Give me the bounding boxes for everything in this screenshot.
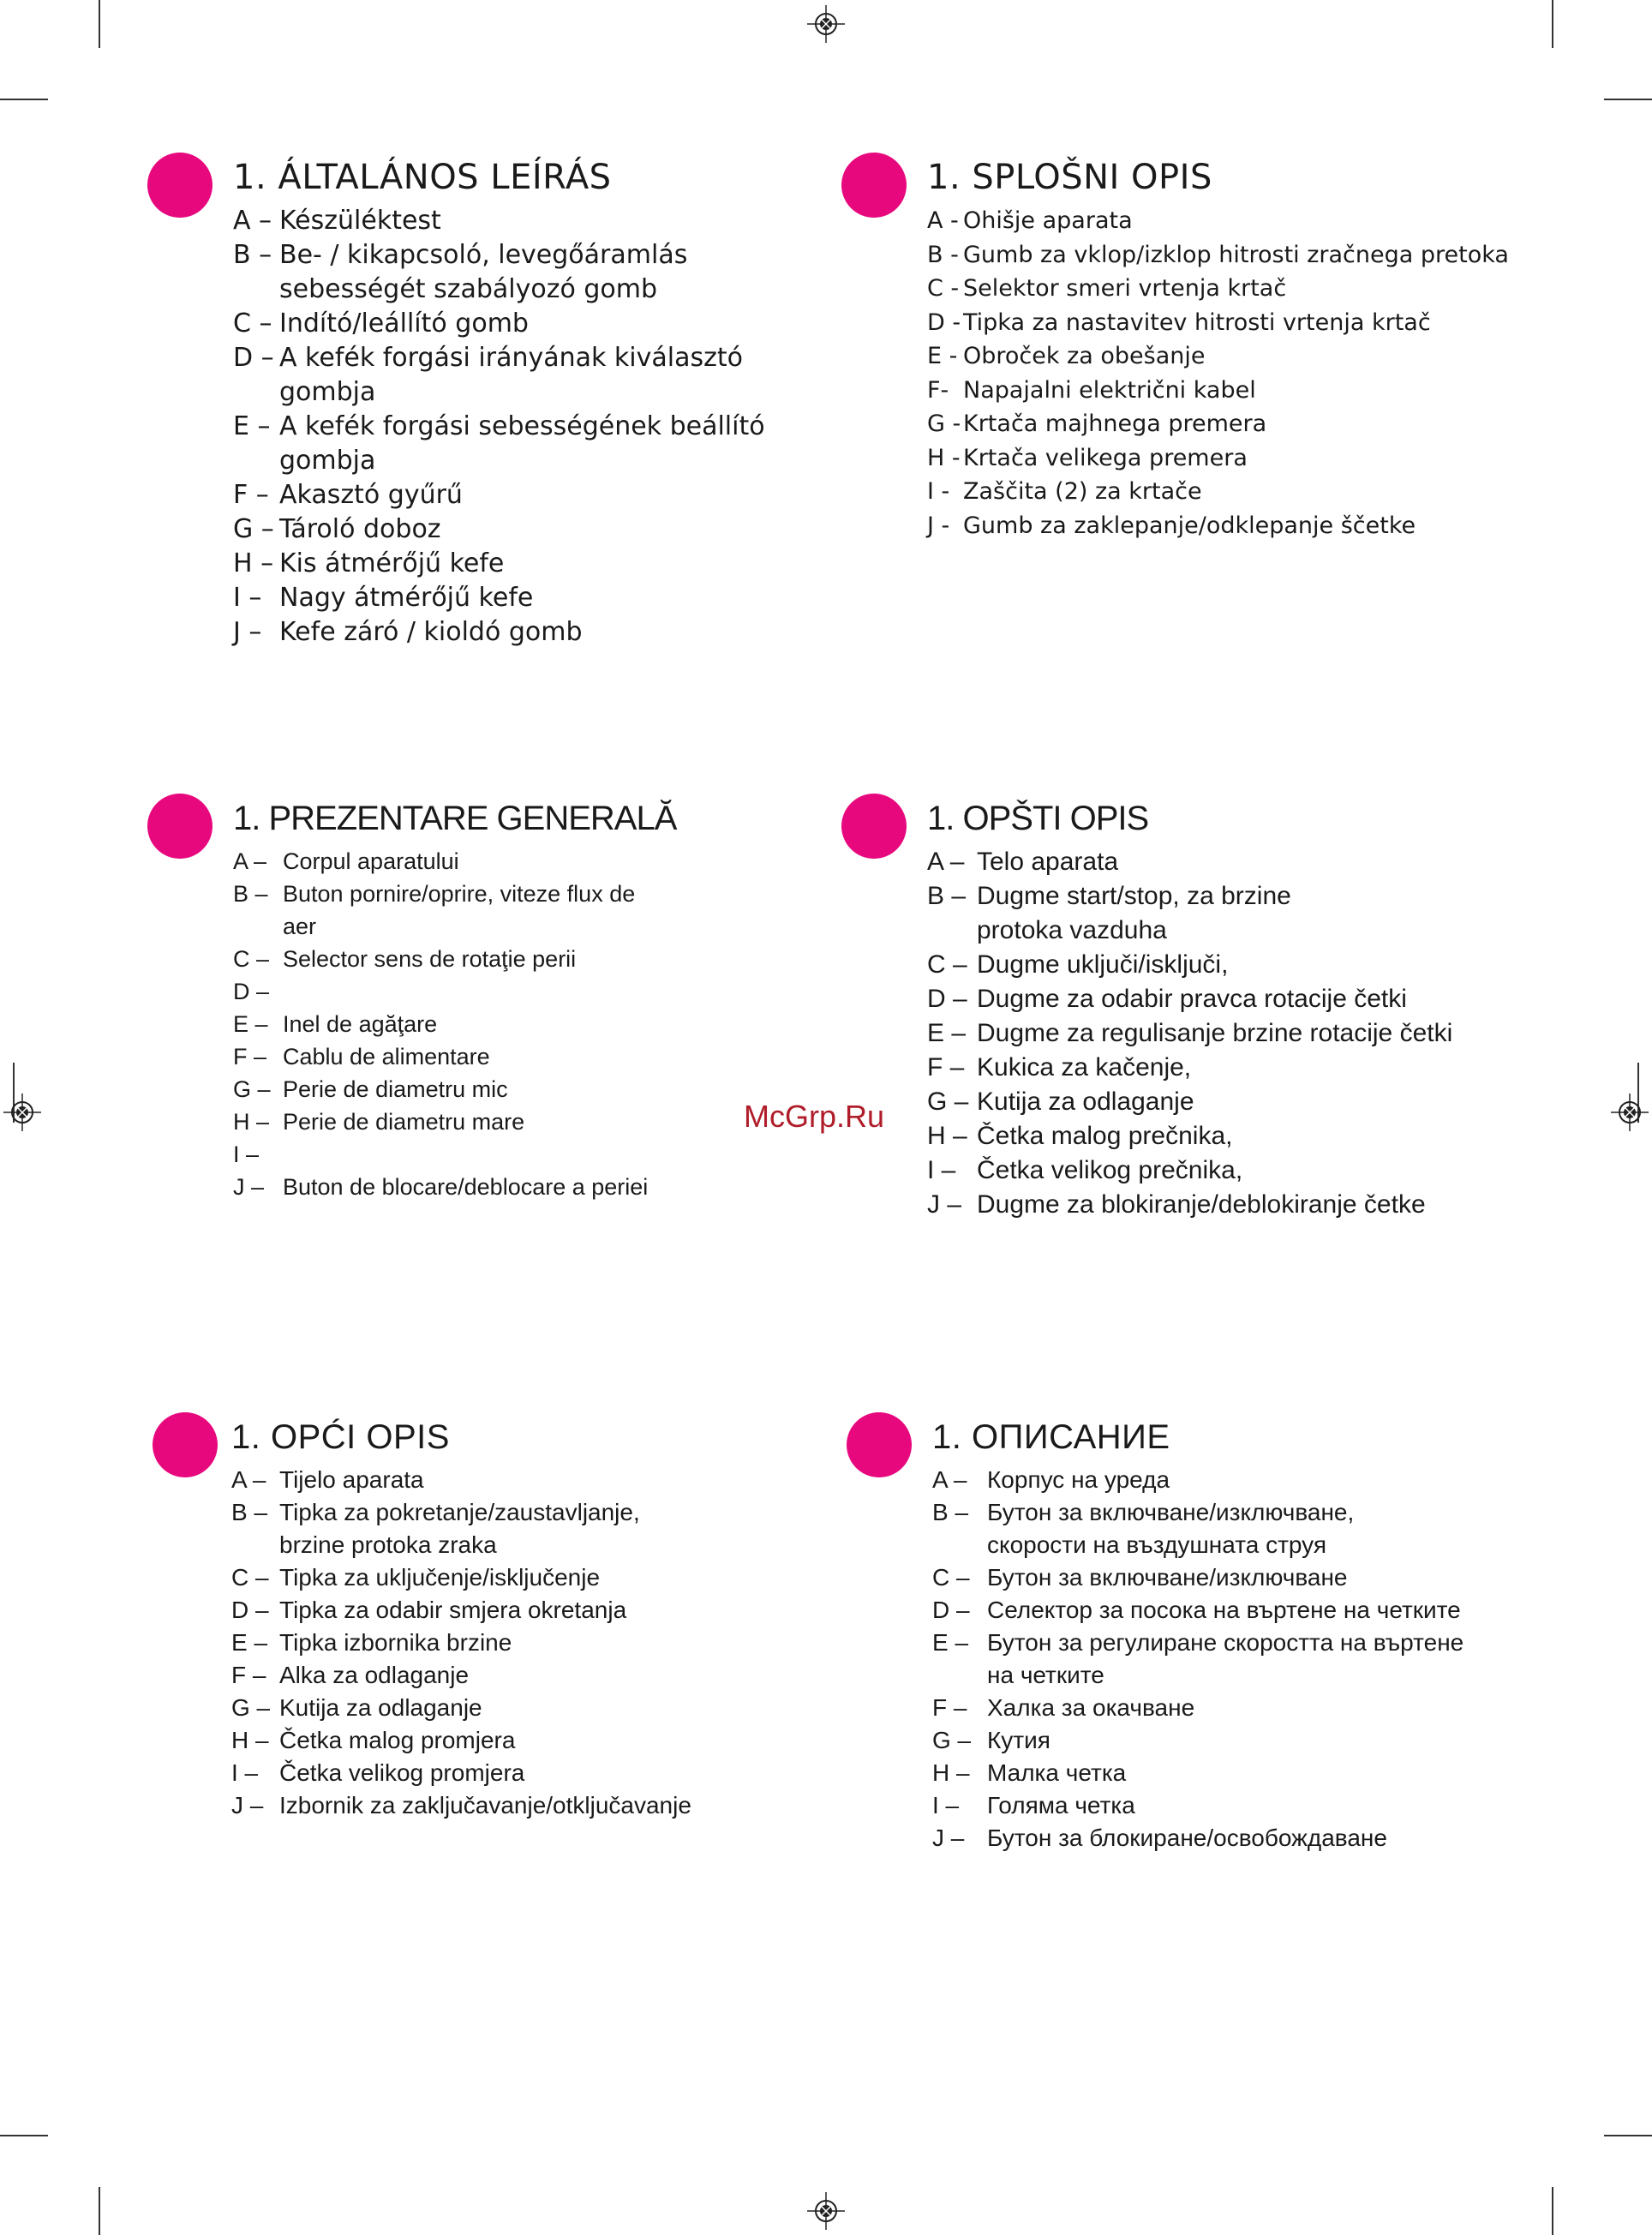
item-text: Dugme start/stop, za brzine protoka vazduha [977,882,1291,944]
item-text: Tipka za nastavitev hitrosti vrtenja krtač [963,309,1431,336]
item-letter: E – [231,1629,268,1656]
section-title: 1. PREZENTARE GENERALĂ [233,800,677,837]
item-letter: G – [932,1727,972,1753]
item-text: Халка за окачване [987,1694,1195,1721]
list-item [233,1171,661,1203]
crop-mark [1604,2135,1652,2136]
item-letter: J – [231,1792,264,1819]
item-letter: D – [927,985,967,1013]
list-item [233,615,799,650]
list-item [231,1464,780,1496]
item-letter: C – [932,1564,970,1591]
item-letter: F- [927,376,949,404]
section-bullet-icon [153,1412,218,1477]
item-text: Tipka za pokretanje/zaustavljanje, brzine protoka zraka [279,1499,640,1558]
item-letter: B – [231,1499,268,1525]
item-letter: F – [233,1044,267,1070]
item-letter: G - [927,410,961,437]
list-item [932,1789,1566,1822]
list-item [927,948,1561,982]
list-item [233,410,799,478]
list-item [927,204,1613,238]
list-item [231,1789,780,1822]
list-item [932,1757,1566,1789]
item-letter: E – [932,1629,969,1656]
item-letter: F – [932,1694,967,1721]
item-letter: J – [932,1825,965,1851]
item-text: Četka velikog prečnika, [977,1156,1243,1184]
parts-list [233,845,661,1203]
item-letter: D - [927,309,961,336]
item-letter: I – [233,1141,260,1167]
item-letter: H – [233,1109,270,1135]
item-text: Buton de blocare/deblocare a periei [283,1174,649,1200]
item-text: Krtača majhnega premera [963,410,1267,437]
item-text: Бутон за включване/изключване [987,1564,1348,1591]
item-text: Be- / kikapcsoló, levegőáramlás sebességét szabályozó gomb [279,240,688,304]
item-letter: D – [233,979,270,1004]
list-item [233,943,661,975]
item-text: Készüléktest [279,206,441,236]
watermark: McGrp.Ru [744,1099,885,1134]
item-letter: I - [927,478,950,505]
section-bullet-icon [147,794,212,859]
item-letter: E - [927,343,958,369]
item-letter: B – [927,882,967,910]
section-bullet-icon [841,794,907,859]
list-item [927,1188,1561,1222]
item-text: Telo aparata [977,848,1119,876]
section-title: 1. ÁLTALÁNOS LEÍRÁS [233,158,612,197]
list-item [932,1594,1566,1627]
section-bullet-icon [841,153,907,218]
list-item [231,1692,780,1724]
item-letter: J – [927,1190,962,1219]
list-item [927,1153,1561,1188]
list-item [932,1627,1566,1692]
item-letter: B – [233,881,268,907]
list-item [233,1008,661,1040]
item-text: Selector sens de rotaţie perii [283,946,577,972]
list-item [233,512,799,547]
list-item [233,478,799,512]
item-text: Alka za odlaganje [279,1662,470,1688]
section-romanian [233,797,677,1203]
registration-mark-icon [807,2192,845,2230]
list-item [233,204,799,238]
item-text: Kutija za odlaganje [279,1694,482,1721]
list-item [927,982,1561,1016]
item-letter: B – [233,240,272,270]
list-item [233,1106,661,1138]
item-letter: G – [233,514,274,544]
item-text: Četka malog promjera [279,1727,516,1753]
item-letter: A – [231,1466,266,1493]
item-letter: C – [233,946,270,972]
item-letter: J – [233,617,262,647]
item-letter: I – [927,1156,956,1184]
item-letter: E – [233,411,271,441]
item-letter: I – [231,1759,259,1786]
item-letter: F – [231,1662,266,1688]
item-letter: H – [927,1122,967,1150]
list-item [231,1594,780,1627]
item-text: Kutija za odlaganje [977,1088,1194,1116]
item-text: Бутон за включване/изключване, скорости на въздушната струя [987,1499,1355,1558]
list-item [927,238,1613,273]
list-item [233,307,799,341]
item-letter: G – [231,1694,271,1721]
list-item [233,1040,661,1073]
item-text: Cablu de alimentare [283,1044,490,1070]
item-text: Dugme uključi/isključi, [977,950,1229,979]
list-item [231,1724,780,1757]
section-bullet-icon [847,1412,912,1477]
item-text: Četka velikog promjera [279,1759,525,1786]
item-text: Selektor smeri vrtenja krtač [963,275,1287,302]
crop-mark [1552,0,1553,48]
parts-list [927,845,1561,1222]
item-text: Napajalni električni kabel [963,376,1256,404]
list-item [233,341,799,410]
item-text: Голяма четка [987,1792,1135,1819]
item-letter: H – [932,1759,970,1786]
section-title: 1. OPĆI OPIS [231,1418,450,1456]
crop-mark [0,99,48,100]
item-letter: C – [231,1564,269,1591]
list-item [233,1138,661,1171]
list-item [932,1692,1566,1724]
item-text: A kefék forgási sebességének beállító gombja [279,411,765,476]
list-item [927,374,1613,408]
item-text: Селектор за посока на въртене на четките [987,1597,1461,1623]
list-item [231,1496,780,1561]
item-text: Бутон за блокиране/освобождаване [987,1825,1387,1851]
item-text: Dugme za regulisanje brzine rotacije četki [977,1019,1453,1047]
item-letter: G – [233,1076,271,1102]
item-letter: A – [932,1466,967,1493]
item-text: Kefe záró / kioldó gomb [279,617,583,647]
list-item [233,845,661,878]
list-item [927,509,1613,543]
section-title: 1. OPŠTI OPIS [927,800,1149,837]
item-text: Tijelo aparata [279,1466,424,1493]
section-bulgarian [932,1416,1566,1855]
item-letter: A – [233,206,272,236]
item-letter: A – [233,848,267,874]
list-item [927,1051,1561,1085]
registration-mark-icon [1611,1094,1649,1131]
list-item [233,878,661,943]
list-item [927,879,1561,948]
item-letter: C - [927,275,960,302]
item-letter: I – [932,1792,960,1819]
registration-mark-icon [807,5,845,43]
list-item [927,407,1613,441]
item-text: Dugme za odabir pravca rotacije četki [977,985,1407,1013]
item-letter: H - [927,444,961,471]
item-letter: J - [927,512,950,539]
item-text: Gumb za zaklepanje/odklepanje ščetke [963,512,1416,539]
item-letter: B - [927,241,959,268]
list-item [927,1119,1561,1153]
section-croatian [231,1416,780,1822]
item-letter: H – [231,1727,269,1753]
list-item [233,581,799,615]
item-text: A kefék forgási irányának kiválasztó gombja [279,343,743,407]
item-letter: B – [932,1499,969,1525]
item-letter: J – [233,1174,265,1200]
list-item [932,1724,1566,1757]
item-text: Krtača velikega premera [963,444,1248,471]
section-bullet-icon [147,153,212,218]
item-text: Inel de agăţare [283,1011,438,1037]
item-text: Gumb za vklop/izklop hitrosti zračnega pretoka [963,241,1509,268]
item-text: Tipka izbornika brzine [279,1629,512,1656]
parts-list [932,1464,1566,1855]
section-serbian [927,797,1561,1222]
item-letter: E – [927,1019,967,1047]
crop-mark [99,0,100,48]
list-item [233,238,799,307]
item-letter: C – [927,950,967,979]
parts-list [231,1464,780,1822]
item-text: Кутия [987,1727,1050,1753]
item-letter: A – [927,848,965,876]
item-text: Buton pornire/oprire, viteze flux de aer [283,881,636,939]
item-text: Zaščita (2) za krtače [963,478,1202,505]
item-letter: C – [233,309,272,339]
section-slovenian [927,156,1613,542]
item-text: Nagy átmérőjű kefe [279,583,534,613]
item-text: Dugme za blokiranje/deblokiranje četke [977,1190,1426,1219]
list-item [927,272,1613,306]
item-text: Tipka za odabir smjera okretanja [279,1597,627,1623]
section-hungarian [233,156,799,650]
list-item [927,306,1613,340]
list-item [932,1496,1566,1561]
parts-list [927,204,1613,542]
parts-list [233,204,799,650]
item-letter: D – [231,1597,269,1623]
list-item [231,1659,780,1692]
item-text: Малка четка [987,1759,1127,1786]
list-item [233,547,799,581]
crop-mark [1552,2187,1553,2235]
item-text: Kis átmérőjű kefe [279,548,505,578]
item-text: Kukica za kačenje, [977,1053,1192,1082]
item-letter: D – [233,343,274,373]
item-text: Izbornik za zaključavanje/otključavanje [279,1792,691,1819]
item-text: Akasztó gyűrű [279,480,463,510]
list-item [927,1016,1561,1051]
list-item [231,1561,780,1594]
item-text: Ohišje aparata [963,207,1133,234]
item-letter: A - [927,207,959,234]
item-text: Tároló doboz [279,514,441,544]
item-letter: I – [233,583,262,613]
item-text: Perie de diametru mare [283,1109,525,1135]
item-text: Indító/leállító gomb [279,309,529,339]
item-text: Četka malog prečnika, [977,1122,1233,1150]
item-letter: G – [927,1088,969,1116]
item-text: Obroček za obešanje [963,343,1206,369]
list-item [927,441,1613,476]
item-text: Корпус на уреда [987,1466,1170,1493]
crop-mark [99,2187,100,2235]
item-text: Perie de diametru mic [283,1076,508,1102]
list-item [927,475,1613,509]
list-item [231,1757,780,1789]
list-item [927,339,1613,374]
item-letter: H – [233,548,274,578]
item-text: Tipka za uključenje/isključenje [279,1564,601,1591]
list-item [932,1464,1566,1496]
crop-mark [0,2135,48,2136]
registration-mark-icon [3,1094,41,1131]
list-item [932,1561,1566,1594]
list-item [927,1085,1561,1119]
item-text: Бутон за регулиране скоростта на въртене на четките [987,1629,1464,1688]
list-item [233,1073,661,1106]
section-title: 1. SPLOŠNI OPIS [927,158,1212,197]
list-item [231,1627,780,1659]
section-title: 1. ОПИСАНИЕ [932,1418,1170,1456]
item-letter: F – [927,1053,965,1082]
crop-mark [1604,99,1652,100]
item-text: Corpul aparatului [283,848,459,874]
list-item [233,975,661,1008]
item-letter: E – [233,1011,268,1037]
item-letter: F – [233,480,269,510]
list-item [932,1822,1566,1855]
list-item [927,845,1561,879]
item-letter: D – [932,1597,970,1623]
